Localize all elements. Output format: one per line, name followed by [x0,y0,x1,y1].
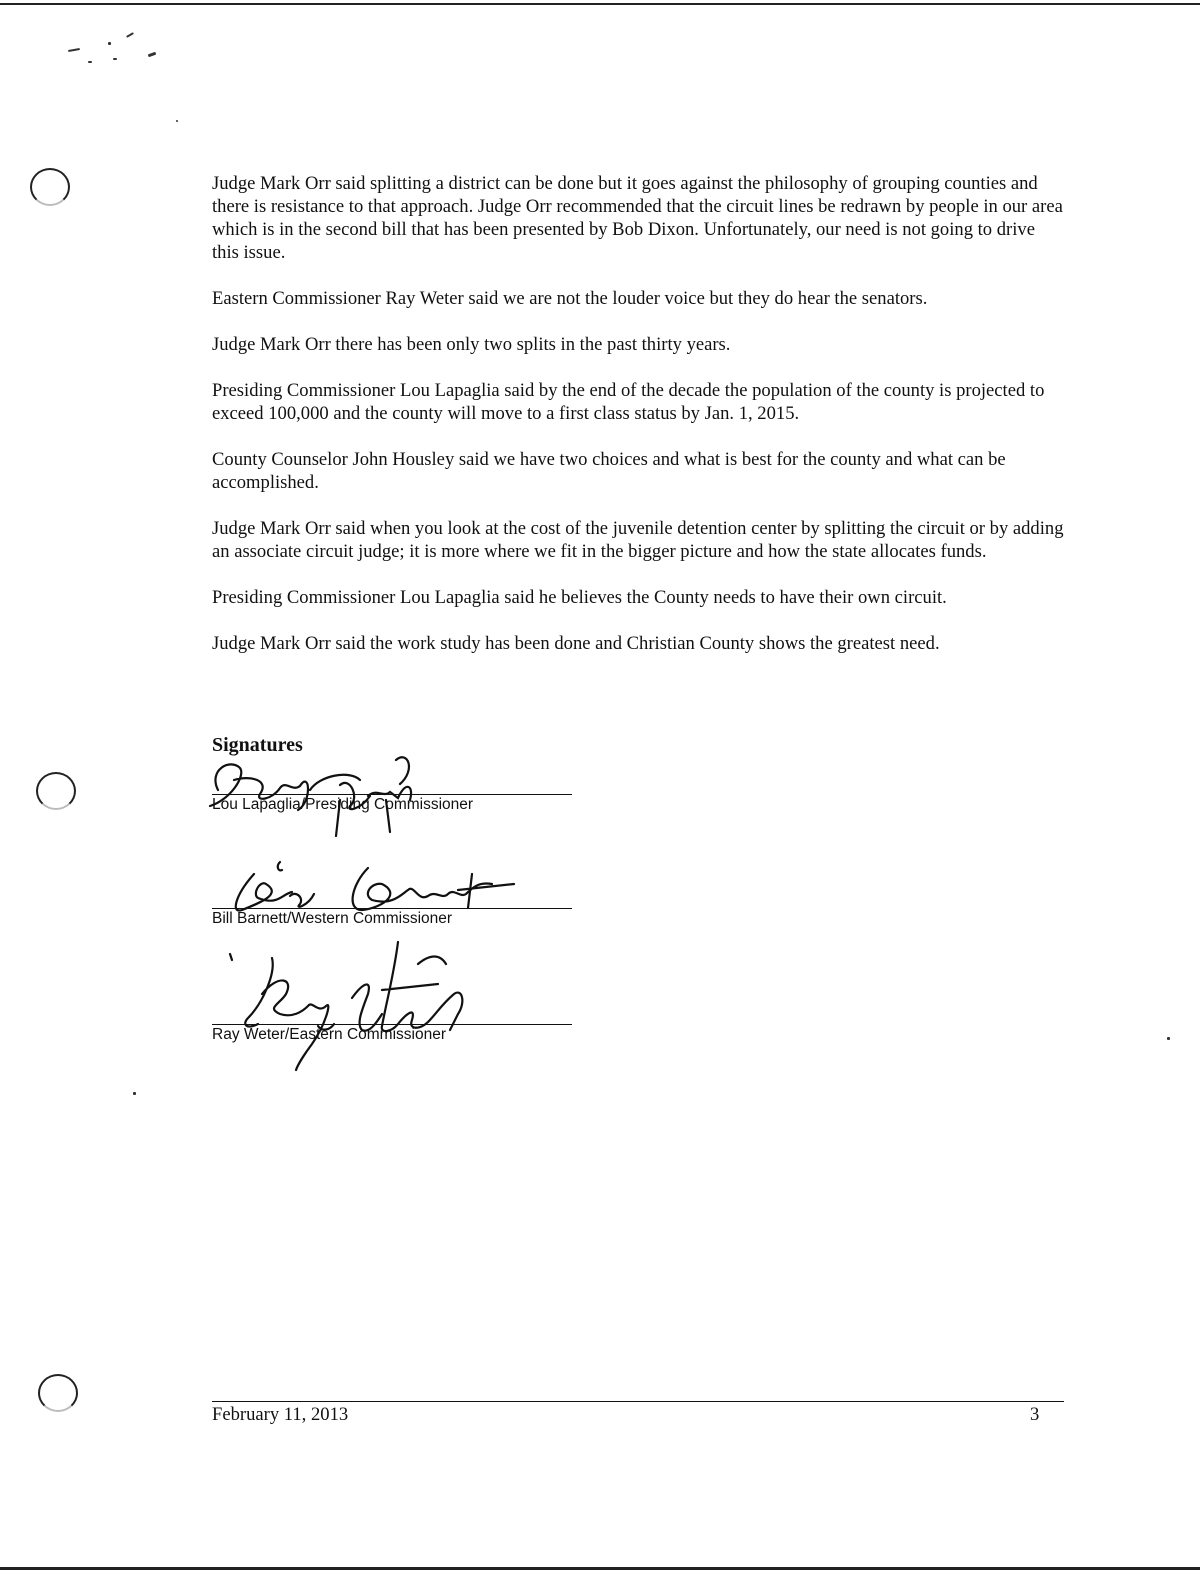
binder-hole-top [30,168,70,206]
signature-label: Ray Weter/Eastern Commissioner [212,1026,447,1043]
paragraph: Judge Mark Orr said when you look at the cost of the juvenile detention center by splitting the circuit or by adding an associate circuit judge; it is more where we fit in the bigger picture and how the state allocates funds. [212,518,1064,562]
signature-line [212,794,572,795]
scan-speck [176,120,178,122]
scan-speck [88,61,92,63]
footer-date: February 11, 2013 [212,1404,349,1425]
paragraph: Eastern Commissioner Ray Weter said we are not the louder voice but they do hear the senators. [212,288,928,309]
binder-hole-bottom [38,1374,78,1412]
paragraph: County Counselor John Housley said we have two choices and what is best for the county and what can be accomplished. [212,449,1006,493]
footer-rule [212,1401,1064,1402]
scan-speck [1167,1037,1170,1040]
paragraph: Judge Mark Orr said splitting a district can be done but it goes against the philosophy of grouping counties and there is resistance to that approach. Judge Orr recommended that the circuit lines be redrawn by people in our area which is in the second bill that has been presented by Bob Dixon. Unfortunately, our need is not going to drive this issue. [212,173,1063,263]
binder-hole-middle [36,772,76,810]
signature-block-eastern [212,934,572,1074]
paragraph: Judge Mark Orr said the work study has been done and Christian County shows the greatest need. [212,633,940,654]
handwritten-signature-ray-weter [222,934,522,1074]
scan-speck [133,1092,136,1095]
scan-speck [108,42,111,45]
paragraph: Presiding Commissioner Lou Lapaglia said he believes the County needs to have their own circuit. [212,587,947,608]
scan-top-edge [0,3,1200,5]
signature-block-presiding [212,740,572,840]
paragraph: Judge Mark Orr there has been only two splits in the past thirty years. [212,334,731,355]
handwritten-signature-lou-lapaglia [200,740,460,840]
scan-bottom-edge [0,1567,1200,1570]
signature-label: Lou Lapaglia/Presiding Commissioner [212,796,474,813]
scan-speck [126,32,134,38]
signature-label: Bill Barnett/Western Commissioner [212,910,453,927]
signatures-heading: Signatures [212,734,303,756]
paragraph: Presiding Commissioner Lou Lapaglia said by the end of the decade the population of the county is projected to exceed 100,000 and the county will move to a first class status by Jan. 1, 2015. [212,380,1045,424]
minutes-body [212,172,1064,678]
signature-block-western [212,854,572,934]
signature-line [212,1024,572,1025]
signature-line [212,908,572,909]
scan-speck [148,52,157,58]
scan-speck [113,58,117,60]
scan-speck [68,48,80,52]
page-number: 3 [1030,1404,1040,1425]
